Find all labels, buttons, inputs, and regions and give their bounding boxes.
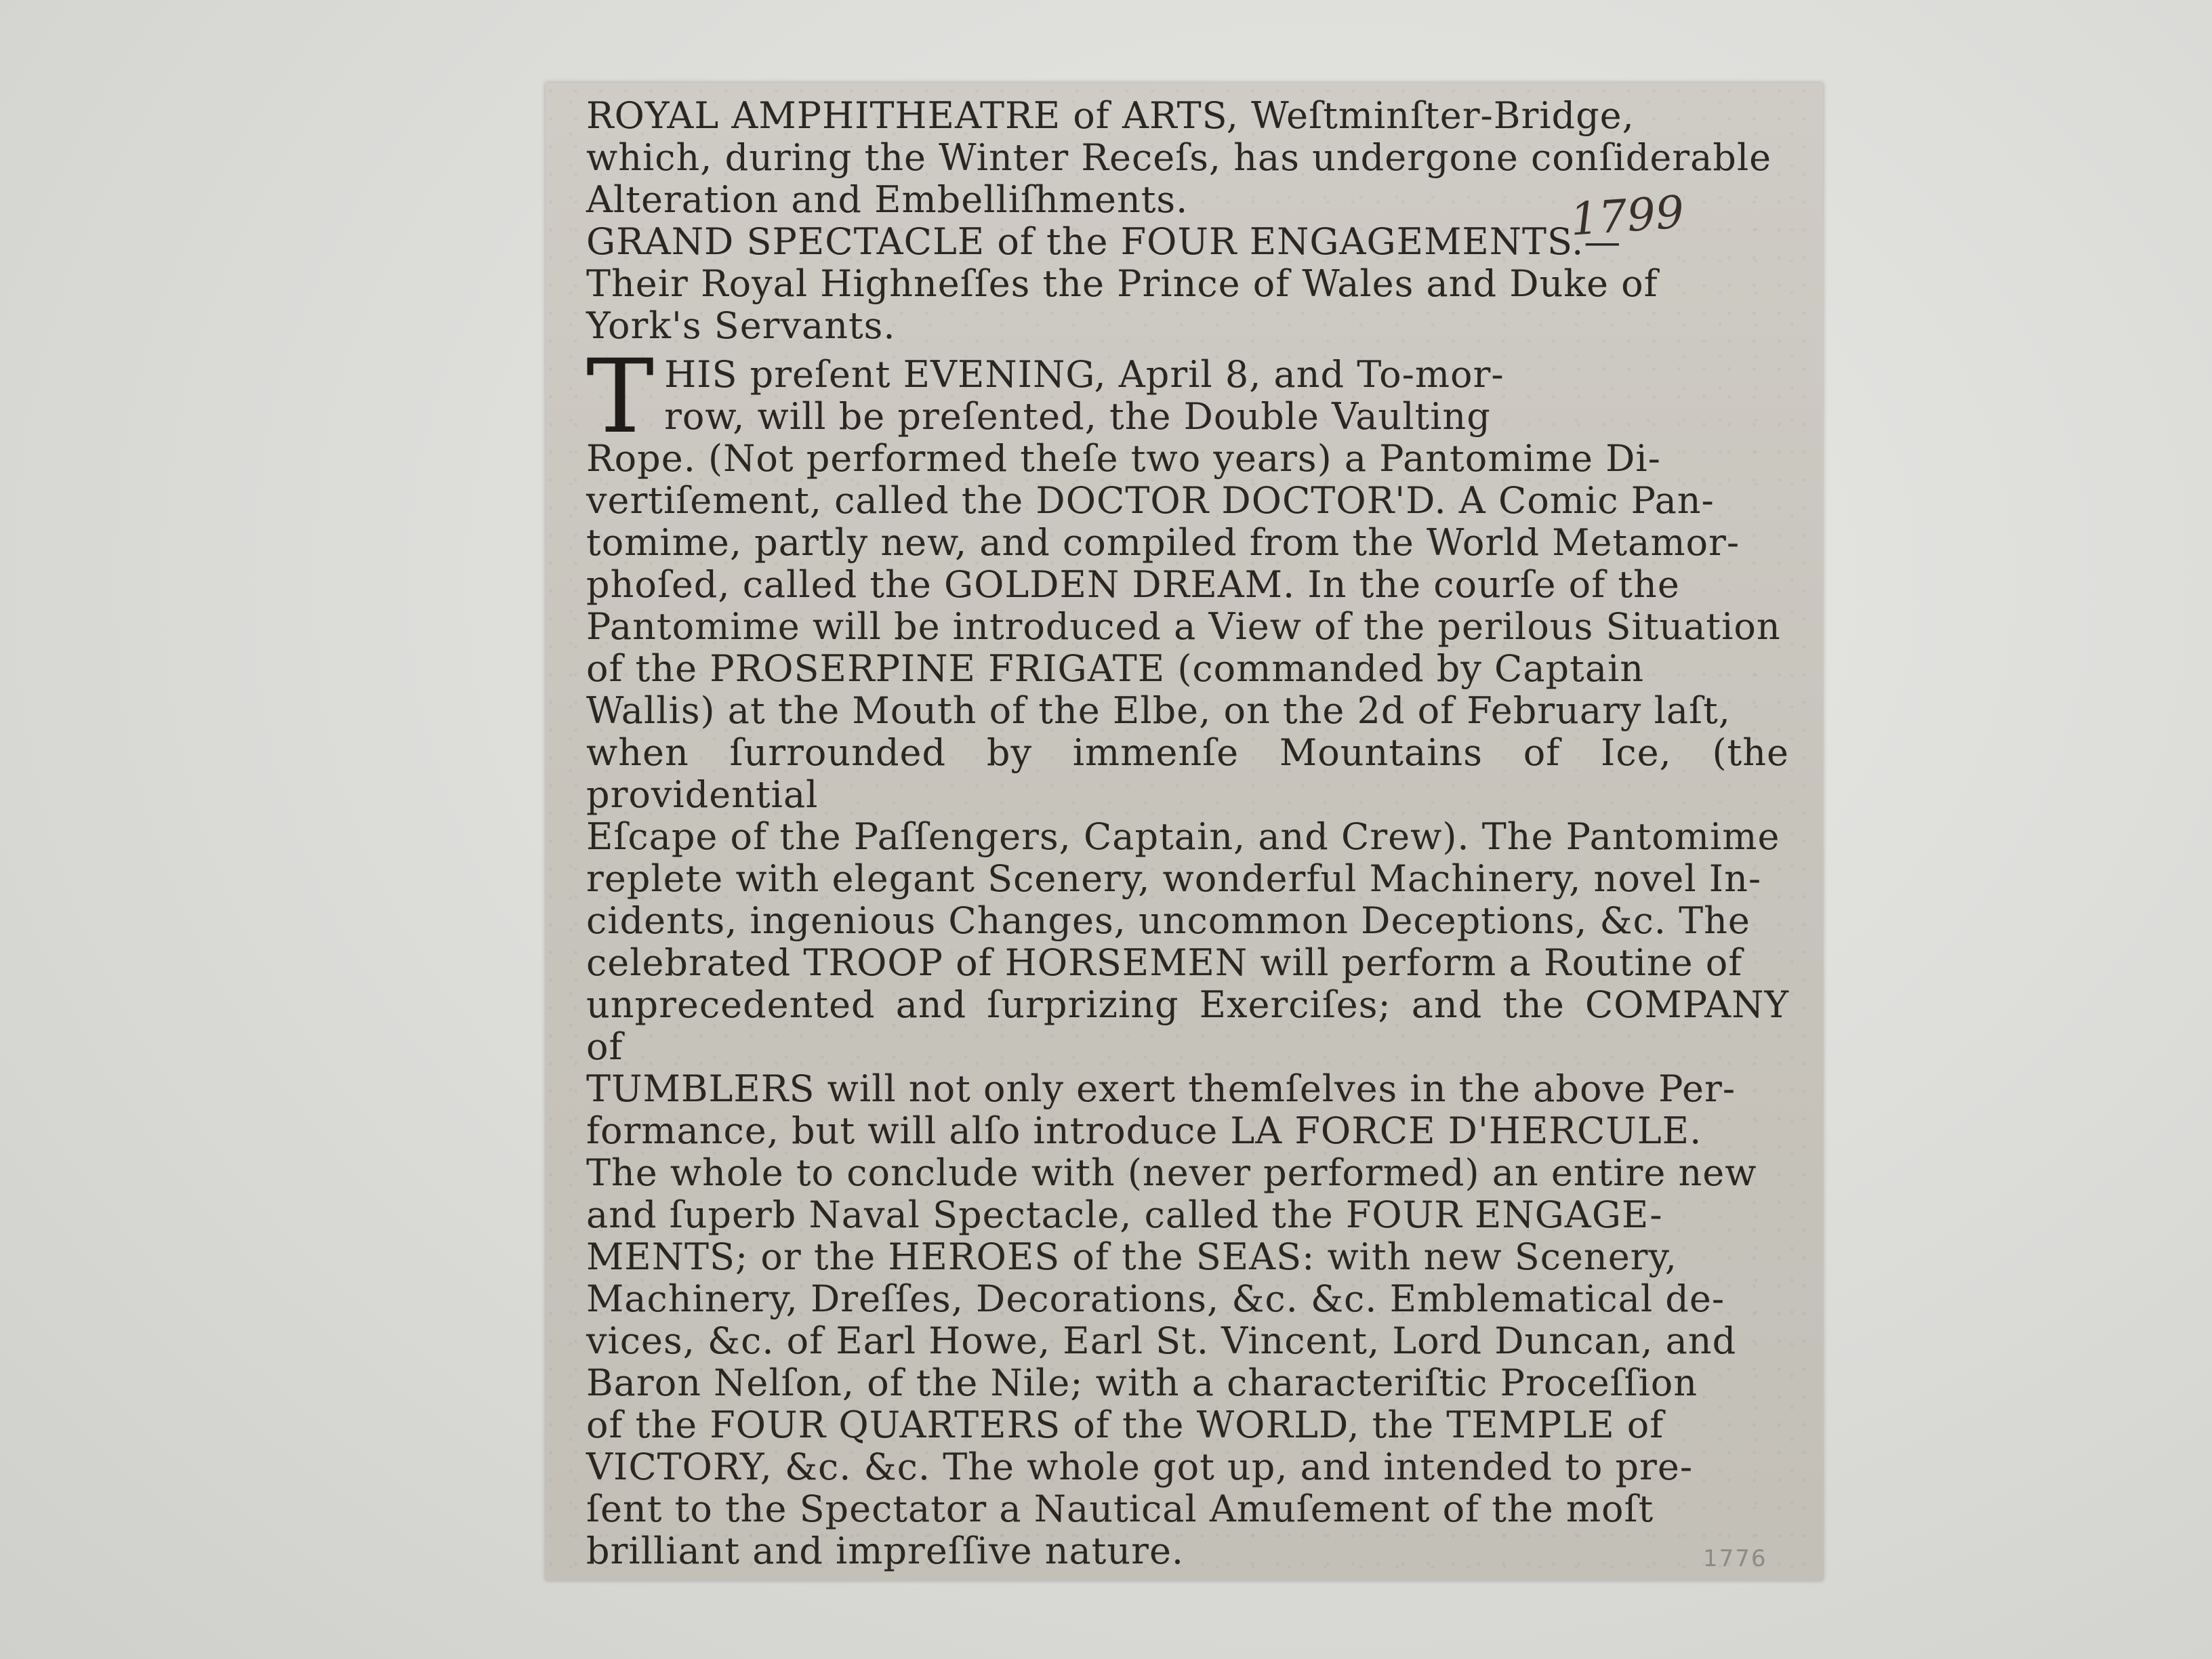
paragraph-line: when ſurrounded by immenſe Mountains of Ice, (the providential: [586, 731, 1789, 816]
paragraph-line: celebrated TROOP of HORSEMEN will perform a Routine of: [586, 941, 1743, 984]
paragraph-line: ſent to the Spectator a Nautical Amuſement of the moſt: [586, 1488, 1654, 1530]
main-paragraph: [586, 338, 1789, 1572]
header-subtext-1: which, during the Winter Receſs, has undergone conſiderable: [586, 136, 1772, 179]
newspaper-clipping: [546, 83, 1823, 1580]
paragraph-line: brilliant and impreſſive nature.: [586, 1530, 1185, 1572]
paragraph-line: phoſed, called the GOLDEN DREAM. In the courſe of the: [586, 563, 1680, 606]
header-title: ROYAL AMPHITHEATRE of ARTS, Weſtminſter-Bridge,: [586, 94, 1635, 137]
paragraph-line: replete with elegant Scenery, wonderful Machinery, novel In-: [586, 857, 1762, 900]
header-subtext-2: Alteration and Embelliſhments.: [586, 178, 1189, 221]
clipping-text: [586, 95, 1789, 1572]
paragraph-line: Baron Nelſon, of the Nile; with a characteriſtic Proceſſion: [586, 1361, 1698, 1404]
paragraph-line: row, will be preſented, the Double Vaulting: [664, 395, 1491, 438]
patron-line-1: Their Royal Highneſſes the Prince of Wales and Duke of: [586, 262, 1658, 305]
paragraph-line: Pantomime will be introduced a View of the perilous Situation: [586, 605, 1781, 648]
paragraph-line: tomime, partly new, and compiled from the World Metamor-: [586, 521, 1740, 564]
patron-line-2: York's Servants.: [586, 304, 896, 347]
paragraph-lines: [586, 338, 1789, 1572]
paragraph-line: vertiſement, called the DOCTOR DOCTOR'D. A Comic Pan-: [586, 479, 1715, 522]
paragraph-line: Rope. (Not performed theſe two years) a Pantomime Di-: [586, 437, 1661, 480]
paragraph-line: Wallis) at the Mouth of the Elbe, on the 2d of February laſt,: [586, 689, 1731, 732]
paragraph-line: Machinery, Dreſſes, Decorations, &c. &c. Emblematical de-: [586, 1277, 1725, 1320]
pencil-catalog-mark: 1776: [1703, 1545, 1767, 1572]
drop-cap: T: [586, 338, 655, 456]
header-line-5: [586, 263, 1789, 347]
paragraph-line: The whole to conclude with (never performed) an entire new: [586, 1151, 1757, 1194]
paragraph-line: MENTS; or the HEROES of the SEAS: with new Scenery,: [586, 1235, 1677, 1278]
paragraph-line: and ſuperb Naval Spectacle, called the FOUR ENGAGE-: [586, 1193, 1663, 1236]
paragraph-line: of the PROSERPINE FRIGATE (commanded by Captain: [586, 647, 1645, 690]
paragraph-line: HIS preſent EVENING, April 8, and To-mor-: [664, 353, 1504, 396]
paragraph-line: VICTORY, &c. &c. The whole got up, and intended to pre-: [586, 1446, 1694, 1488]
paragraph-line: unprecedented and ſurprizing Exerciſes; and the COMPANY of: [586, 983, 1789, 1068]
paragraph-line: TUMBLERS will not only exert themſelves in the above Per-: [586, 1067, 1736, 1110]
header-line-1: [586, 95, 1789, 137]
paragraph-line: of the FOUR QUARTERS of the WORLD, the TEMPLE of: [586, 1404, 1664, 1446]
paragraph-line: vices, &c. of Earl Howe, Earl St. Vincent, Lord Duncan, and: [586, 1319, 1737, 1362]
handwritten-year: 1799: [1568, 186, 1686, 246]
paragraph-line: Eſcape of the Paſſengers, Captain, and Crew). The Pantomime: [586, 815, 1780, 858]
spectacle-title: GRAND SPECTACLE of the FOUR ENGAGEMENTS.—: [586, 220, 1622, 263]
paragraph-line: formance, but will alſo introduce LA FORCE D'HERCULE.: [586, 1109, 1702, 1152]
paragraph-line: cidents, ingenious Changes, uncommon Deceptions, &c. The: [586, 899, 1750, 942]
